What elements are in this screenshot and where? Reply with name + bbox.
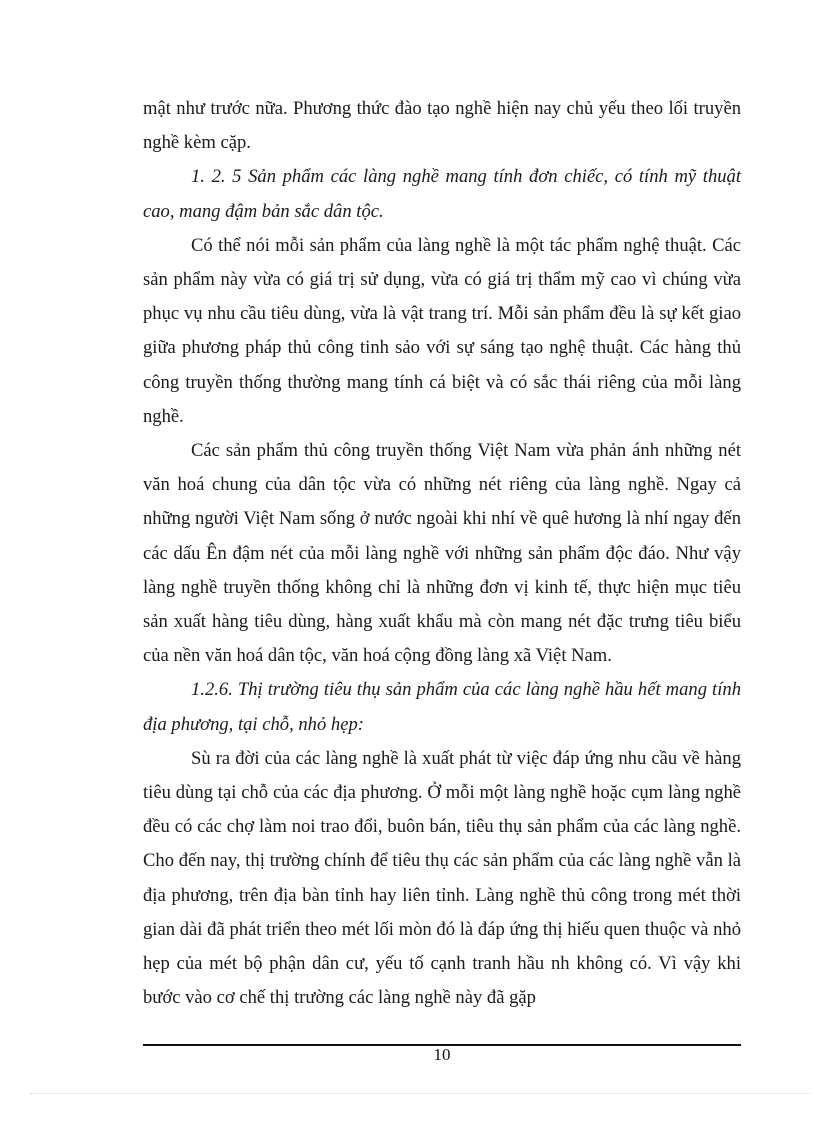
page-bottom-dotted-line: [30, 1093, 810, 1094]
section-heading-1-2-6: 1.2.6. Thị trường tiêu thụ sản phẩm của các làng nghề hầu hết mang tính địa phương, tại chỗ, nhỏ hẹp:: [143, 679, 741, 735]
paragraph-body: Có thể nói mỗi sản phẩm của làng nghề là một tác phẩm nghệ thuật. Các sản phẩm này vừa có giá trị sử dụng, vừa có giá trị thẩm mỹ cao vì chúng vừa phục vụ nhu cầu tiêu dùng, vừa là vật trang trí. Mỗi sản phẩm đều là sự kết giao giữa phương pháp thủ công tinh sảo với sự sáng tạo nghệ thuật. Các hàng thủ công truyền thống thường mang tính cá biệt và có sắc thái riêng của mỗi làng nghề.: [143, 234, 741, 427]
body-text: [143, 92, 741, 1015]
paragraph-body: Các sản phẩm thủ công truyền thống Việt Nam vừa phản ánh những nét văn hoá chung của dân tộc vừa có những nét riêng của làng nghề. Ngay cả những người Việt Nam sống ở nước ngoài khi nhí về quê hương là nhí ngay đến các dấu Ên đậm nét của mỗi làng nghề với những sản phẩm độc đáo. Như vậy làng nghề truyền thống không chỉ là những đơn vị kinh tế, thực hiện mục tiêu sản xuất hàng tiêu dùng, hàng xuất khẩu mà còn mang nét đặc trưng tiêu biểu của nền văn hoá dân tộc, văn hoá cộng đồng làng xã Việt Nam.: [143, 440, 741, 667]
paragraph-continuation: mật như trước nữa. Phương thức đào tạo nghề hiện nay chủ yếu theo lối truyền nghề kèm cặp.: [143, 98, 741, 154]
section-heading-1-2-5: 1. 2. 5 Sản phẩm các làng nghề mang tính đơn chiếc, có tính mỹ thuật cao, mang đậm bản sắc dân tộc.: [143, 166, 741, 222]
paragraph-body: Sù ra đời của các làng nghề là xuất phát từ việc đáp ứng nhu cầu về hàng tiêu dùng tại chỗ của các địa phương. Ở mỗi một làng nghề hoặc cụm làng nghề đều có các chợ làm noi trao đổi, buôn bán, tiêu thụ sản phẩm của các làng nghề. Cho đến nay, thị trường chính để tiêu thụ các sản phẩm của các làng nghề vẫn là địa phương, trên địa bàn tỉnh hay liên tỉnh. Làng nghề thủ công trong mét thời gian dài đã phát triển theo mét lối mòn đó là đáp ứng thị hiếu quen thuộc và nhỏ hẹp của mét bộ phận dân cư, yếu tố cạnh tranh hầu nh không có. Vì vậy khi bước vào cơ chế thị trường các làng nghề này đã gặp: [143, 747, 741, 1009]
page-number: 10: [433, 1045, 451, 1064]
